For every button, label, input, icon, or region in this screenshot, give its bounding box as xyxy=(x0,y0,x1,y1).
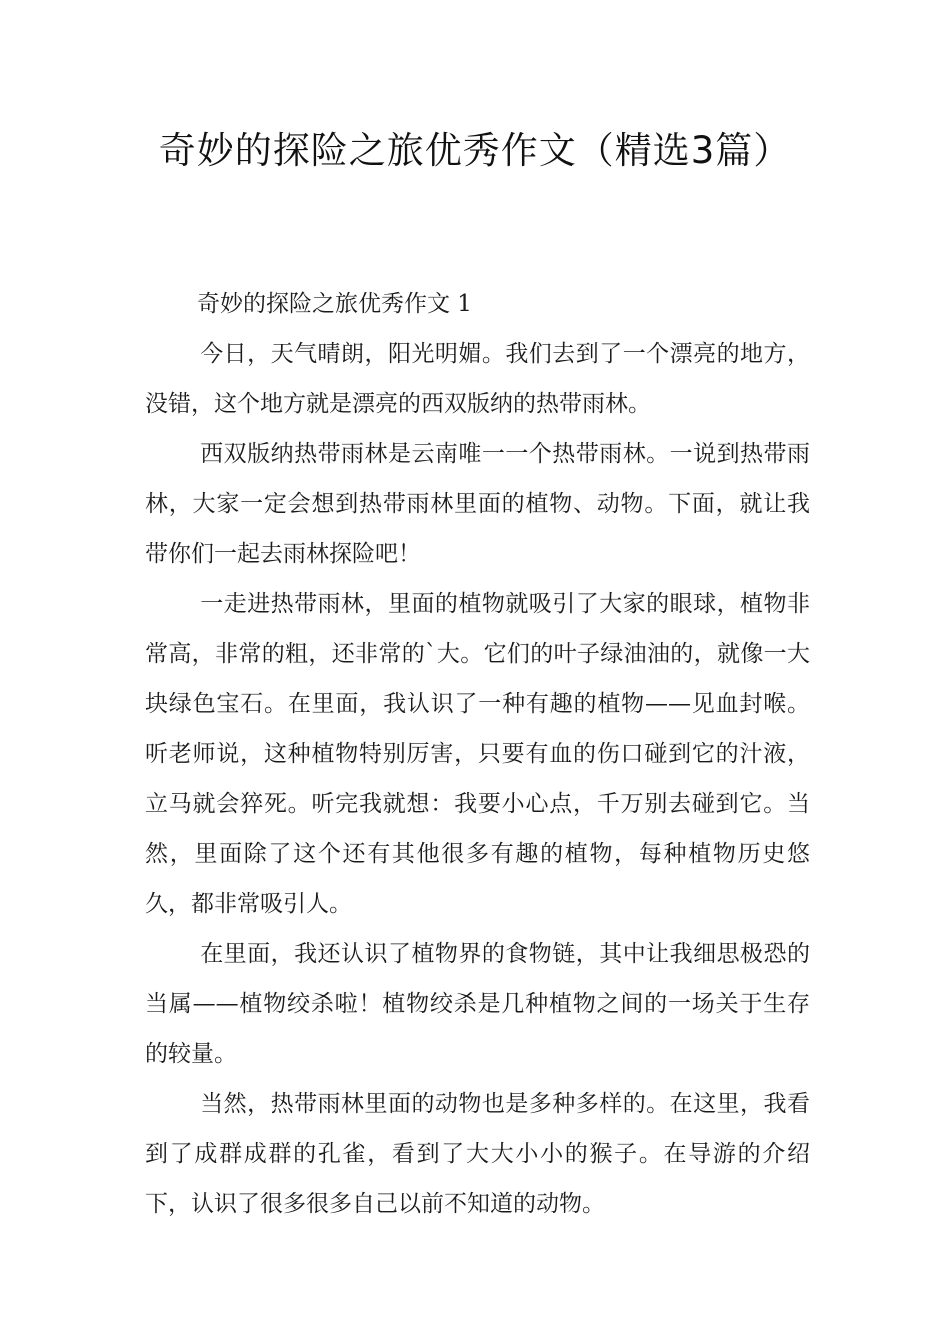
paragraph-3: 一走进热带雨林，里面的植物就吸引了大家的眼球，植物非常高，非常的粗，还非常的`大。它们的叶子绿油油的，就像一大块绿色宝石。在里面，我认识了一种有趣的植物——见血封喉。听老师说，这种植物特别厉害，只要有血的伤口碰到它的汁液，立马就会猝死。听完我就想：我要小心点，千万别去碰到它。当然，里面除了这个还有其他很多有趣的植物，每种植物历史悠久，都非常吸引人。 xyxy=(145,591,810,917)
section-heading: 奇妙的探险之旅优秀作文 1 xyxy=(197,291,472,317)
paragraph-4: 在里面，我还认识了植物界的食物链，其中让我细思极恐的当属——植物绞杀啦！植物绞杀是几种植物之间的一场关于生存的较量。 xyxy=(145,941,810,1067)
paragraph-5: 当然，热带雨林里面的动物也是多种多样的。在这里，我看到了成群成群的孔雀，看到了大大小小的猴子。在导游的介绍下，认识了很多很多自己以前不知道的动物。 xyxy=(145,1091,810,1217)
paragraph-1: 今日，天气晴朗，阳光明媚。我们去到了一个漂亮的地方，没错，这个地方就是漂亮的西双版纳的热带雨林。 xyxy=(145,341,810,417)
page-title: 奇妙的探险之旅优秀作文（精选3篇） xyxy=(158,129,792,172)
article-body xyxy=(145,279,810,1229)
paragraph-2: 西双版纳热带雨林是云南唯一一个热带雨林。一说到热带雨林，大家一定会想到热带雨林里面的植物、动物。下面，就让我带你们一起去雨林探险吧！ xyxy=(145,441,810,567)
